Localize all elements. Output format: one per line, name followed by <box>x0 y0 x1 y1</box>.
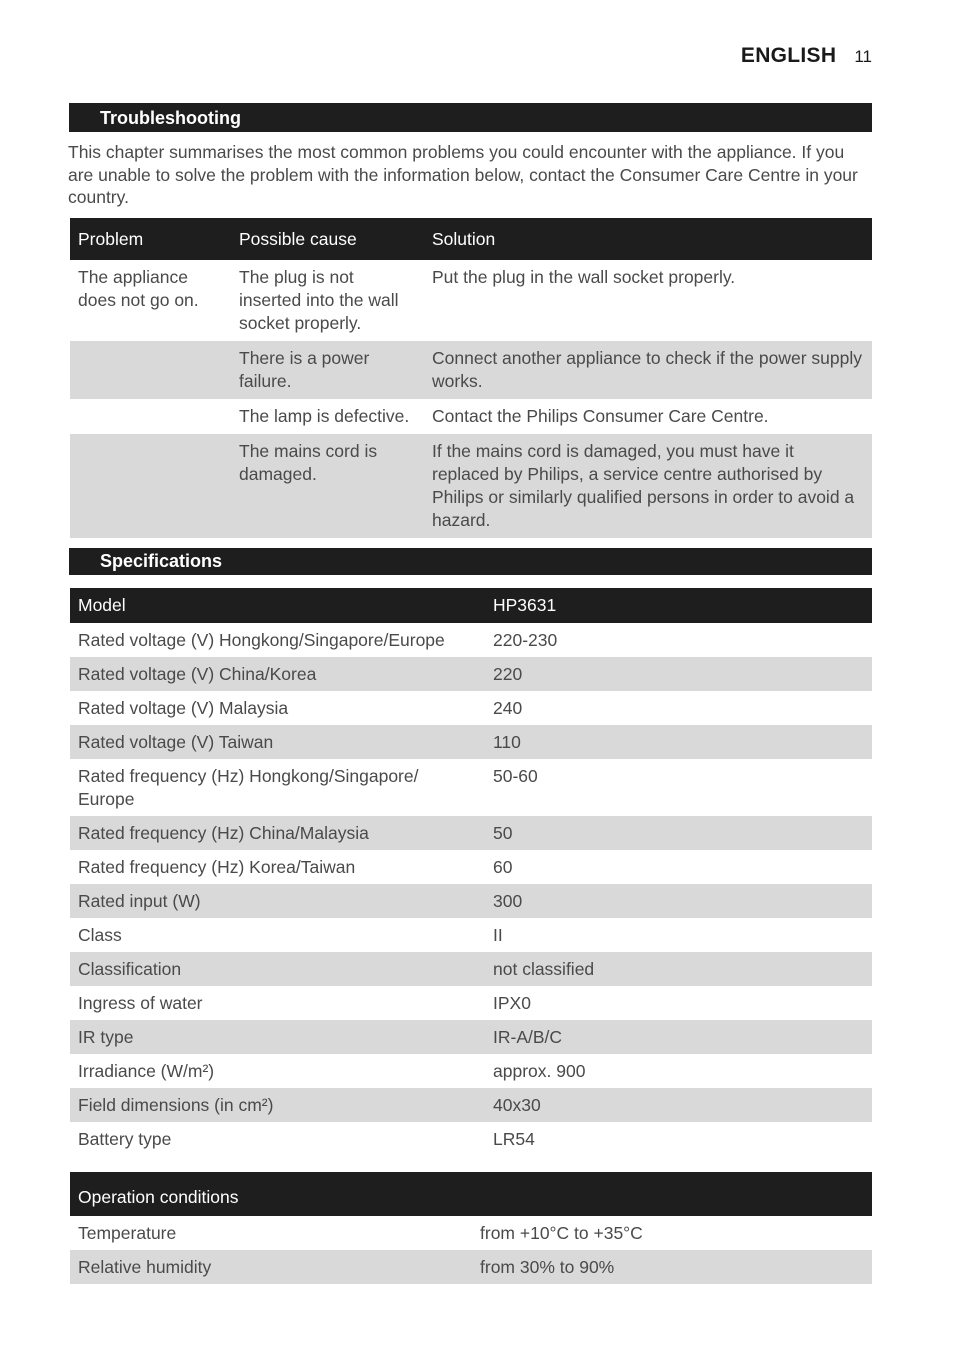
condition-label: Relative humidity <box>70 1250 472 1284</box>
spec-label: Rated input (W) <box>70 884 485 918</box>
table-row <box>70 623 872 657</box>
spec-label: Rated frequency (Hz) Korea/Taiwan <box>78 857 356 877</box>
spec-label: Irradiance (W/m²) <box>78 1061 215 1081</box>
column-header-problem: Problem <box>70 218 231 260</box>
operation-conditions-heading: Operation conditions <box>70 1172 872 1216</box>
table-row <box>70 691 872 725</box>
condition-value: from 30% to 90% <box>472 1250 872 1284</box>
table-row <box>70 986 872 1020</box>
spec-label: IR type <box>70 1020 485 1054</box>
problem-cell <box>70 434 231 538</box>
spec-value: approx. 900 <box>493 1061 586 1081</box>
cause-cell: The mains cord is damaged. <box>231 434 424 538</box>
spec-value: IR-A/B/C <box>485 1020 872 1054</box>
spec-label: Battery type <box>78 1129 172 1149</box>
page-number: 11 <box>854 47 872 66</box>
spec-label: Field dimensions (in cm²) <box>70 1088 485 1122</box>
table-row <box>70 952 872 986</box>
table-row <box>70 759 872 816</box>
column-header-model-number: HP3631 <box>485 588 872 623</box>
specifications-table <box>70 588 872 1156</box>
spec-label: Rated voltage (V) Hongkong/Singapore/Europe <box>78 630 445 650</box>
cause-cell: There is a power failure. <box>231 341 424 399</box>
table-row <box>70 1250 872 1284</box>
solution-cell: Put the plug in the wall socket properly. <box>432 267 736 287</box>
table-row <box>70 434 872 538</box>
language-label: ENGLISH <box>740 44 837 67</box>
troubleshooting-intro: This chapter summarises the most common problems you could encounter with the appliance. If you are unable to solve the problem with the information below, contact the Consumer Care Centre in your country. <box>68 142 858 207</box>
spec-value: II <box>493 925 503 945</box>
spec-value: 50 <box>485 816 872 850</box>
problem-cell: The appliance does not go on. <box>78 267 199 310</box>
specifications-heading: Specifications <box>69 548 872 575</box>
spec-label: Rated voltage (V) Taiwan <box>70 725 485 759</box>
spec-value: 220-230 <box>493 630 558 650</box>
table-row <box>70 657 872 691</box>
table-row <box>70 341 872 399</box>
spec-value: 50-60 <box>493 766 538 786</box>
table-row <box>70 725 872 759</box>
cause-cell: The plug is not inserted into the wall socket properly. <box>239 267 399 333</box>
table-row <box>70 816 872 850</box>
spec-value: IPX0 <box>493 993 531 1013</box>
spec-value: 220 <box>485 657 872 691</box>
troubleshooting-table <box>70 218 872 538</box>
spec-label: Rated frequency (Hz) Hongkong/Singapore/ Europe <box>78 766 419 809</box>
spec-value: 40x30 <box>485 1088 872 1122</box>
spec-label: Rated voltage (V) China/Korea <box>70 657 485 691</box>
problem-cell <box>70 341 231 399</box>
spec-value: not classified <box>485 952 872 986</box>
spec-value: 240 <box>493 698 523 718</box>
problem-cell <box>70 399 231 434</box>
spec-label: Ingress of water <box>78 993 203 1013</box>
page-header <box>741 44 872 68</box>
operation-conditions-table <box>70 1172 872 1284</box>
table-row <box>70 884 872 918</box>
spec-value: LR54 <box>493 1129 535 1149</box>
table-row <box>70 260 872 341</box>
solution-cell: Connect another appliance to check if the power supply works. <box>424 341 872 399</box>
table-row <box>70 850 872 884</box>
table-row <box>70 1088 872 1122</box>
column-header-solution: Solution <box>424 218 872 260</box>
spec-value: 60 <box>493 857 513 877</box>
condition-label: Temperature <box>78 1223 177 1243</box>
table-row <box>70 1122 872 1156</box>
spec-value: 110 <box>485 725 872 759</box>
column-header-model: Model <box>70 588 485 623</box>
condition-value: from +10°C to +35°C <box>480 1223 643 1243</box>
spec-label: Rated voltage (V) Malaysia <box>78 698 289 718</box>
table-row <box>70 1054 872 1088</box>
troubleshooting-heading: Troubleshooting <box>69 103 872 132</box>
spec-value: 300 <box>485 884 872 918</box>
column-header-possible-cause: Possible cause <box>231 218 424 260</box>
table-row <box>70 918 872 952</box>
table-row <box>70 1216 872 1250</box>
spec-label: Rated frequency (Hz) China/Malaysia <box>70 816 485 850</box>
table-row <box>70 399 872 434</box>
spec-label: Classification <box>70 952 485 986</box>
table-row <box>70 1020 872 1054</box>
cause-cell: The lamp is defective. <box>239 406 410 426</box>
solution-cell: Contact the Philips Consumer Care Centre. <box>432 406 769 426</box>
spec-label: Class <box>78 925 122 945</box>
solution-cell: If the mains cord is damaged, you must have it replaced by Philips, a service centre authorised by Philips or similarly qualified persons in order to avoid a hazard. <box>424 434 872 538</box>
